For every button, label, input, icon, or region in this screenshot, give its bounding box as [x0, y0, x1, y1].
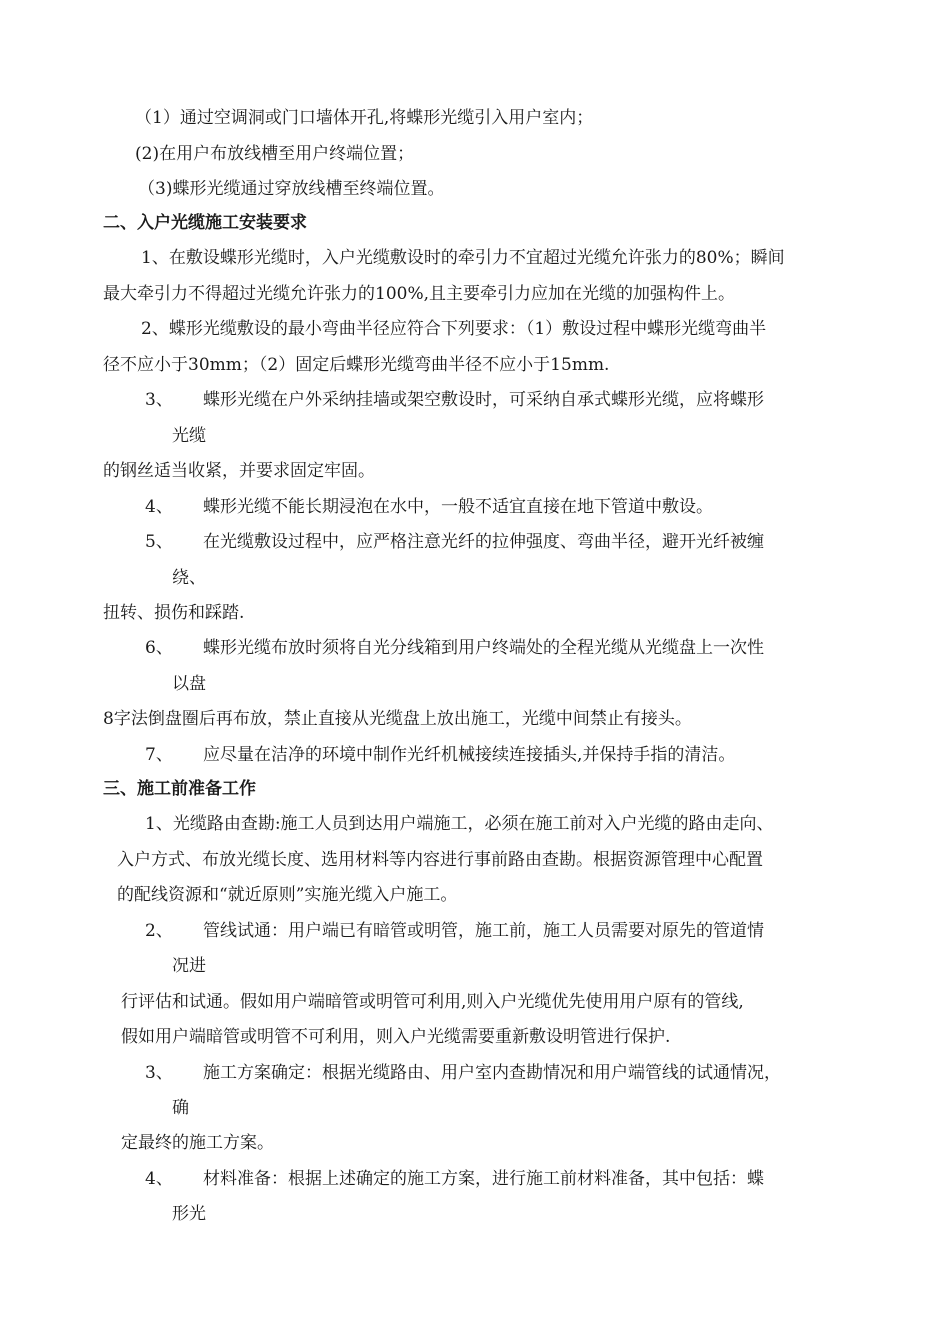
- paragraph-line: 蝶形光缆布放时须将自光分线箱到用户终端处的全程光缆从光缆盘上一次性: [203, 638, 764, 658]
- paragraph-line: 定最终的施工方案。: [121, 1133, 274, 1153]
- item-number: 5、: [145, 532, 173, 552]
- paragraph-line: 以盘: [172, 674, 206, 694]
- paragraph-line: 1、光缆路由查勘:施工人员到达用户端施工，必须在施工前对入户光缆的路由走向、: [145, 814, 774, 834]
- paragraph-line: 况进: [172, 956, 206, 976]
- paragraph-line: 管线试通：用户端已有暗管或明管，施工前，施工人员需要对原先的管道情: [203, 921, 764, 941]
- paragraph-line: 假如用户端暗管或明管不可利用，则入户光缆需要重新敷设明管进行保护.: [121, 1027, 671, 1047]
- paragraph-line: 光缆: [172, 426, 206, 446]
- item-number: 6、: [145, 638, 173, 658]
- list-item: （3)蝶形光缆通过穿放线槽至终端位置。: [138, 179, 445, 199]
- paragraph-line: 行评估和试通。假如用户端暗管或明管可利用,则入户光缆优先使用用户原有的管线,: [121, 992, 744, 1012]
- paragraph-line: 应尽量在洁净的环境中制作光纤机械接续连接插头,并保持手指的清洁。: [203, 745, 736, 765]
- paragraph-line: 的配线资源和“就近原则”实施光缆入户施工。: [117, 885, 458, 905]
- item-number: 3、: [145, 390, 173, 410]
- paragraph-line: 蝶形光缆不能长期浸泡在水中，一般不适宜直接在地下管道中敷设。: [203, 497, 713, 517]
- paragraph-line: 扭转、损伤和踩踏.: [103, 603, 245, 623]
- paragraph-line: 材料准备：根据上述确定的施工方案，进行施工前材料准备，其中包括：蝶: [203, 1169, 764, 1189]
- paragraph-line: 确: [172, 1098, 189, 1118]
- paragraph-line: 在光缆敷设过程中，应严格注意光纤的拉伸强度、弯曲半径，避开光纤被缠: [203, 532, 764, 552]
- paragraph-line: 径不应小于30mm；（2）固定后蝶形光缆弯曲半径不应小于15mm.: [103, 355, 610, 375]
- section-heading: 三、施工前准备工作: [103, 779, 256, 799]
- paragraph-line: 2、蝶形光缆敷设的最小弯曲半径应符合下列要求：（1）敷设过程中蝶形光缆弯曲半: [141, 319, 767, 339]
- item-number: 3、: [145, 1063, 173, 1083]
- paragraph-line: 8字法倒盘圈后再布放，禁止直接从光缆盘上放出施工，光缆中间禁止有接头。: [103, 709, 692, 729]
- list-item: （1）通过空调洞或门口墙体开孔,将蝶形光缆引入用户室内；: [135, 108, 594, 128]
- paragraph-line: 形光: [172, 1204, 206, 1224]
- paragraph-line: 1、在敷设蝶形光缆时，入户光缆敷设时的牵引力不宜超过光缆允许张力的80%；瞬间: [141, 248, 785, 268]
- section-heading: 二、入户光缆施工安装要求: [103, 213, 307, 233]
- paragraph-line: 绕、: [172, 568, 206, 588]
- paragraph-line: 施工方案确定：根据光缆路由、用户室内查勘情况和用户端管线的试通情况，: [203, 1063, 781, 1083]
- paragraph-line: 蝶形光缆在户外采纳挂墙或架空敷设时，可采纳自承式蝶形光缆，应将蝶形: [203, 390, 764, 410]
- paragraph-line: 最大牵引力不得超过光缆允许张力的100%,且主要牵引力应加在光缆的加强构件上。: [103, 284, 736, 304]
- item-number: 2、: [145, 921, 173, 941]
- item-number: 7、: [145, 745, 173, 765]
- paragraph-line: 入户方式、布放光缆长度、选用材料等内容进行事前路由查勘。根据资源管理中心配置: [117, 850, 763, 870]
- paragraph-line: 的钢丝适当收紧，并要求固定牢固。: [103, 461, 375, 481]
- item-number: 4、: [145, 1169, 173, 1189]
- item-number: 4、: [145, 497, 173, 517]
- list-item: (2)在用户布放线槽至用户终端位置；: [135, 144, 415, 164]
